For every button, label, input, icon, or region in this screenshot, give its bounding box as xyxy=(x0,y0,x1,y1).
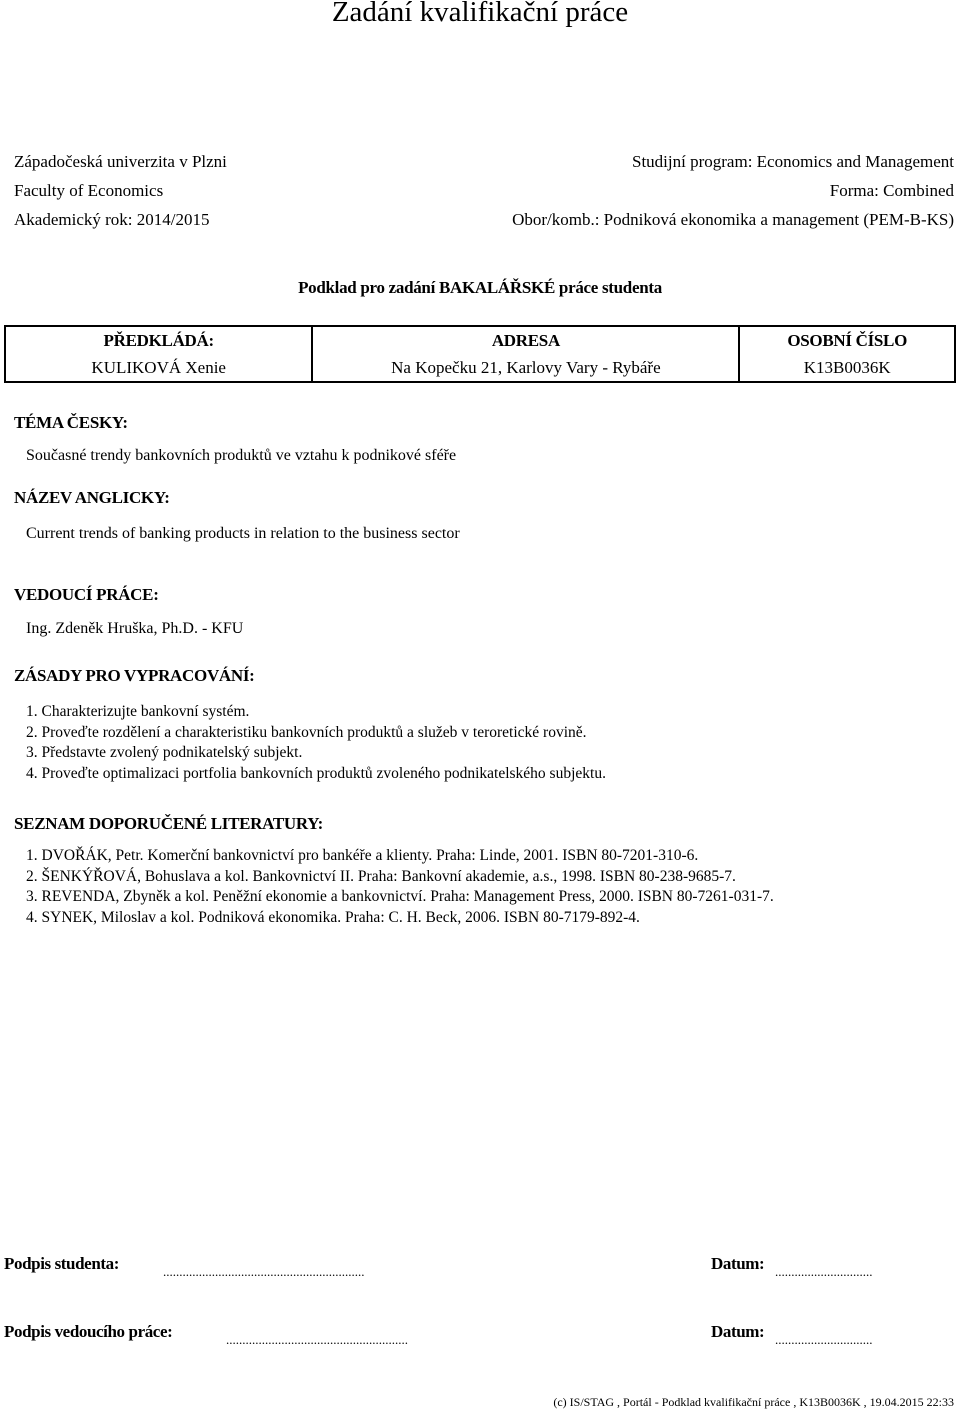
study-form: Forma: Combined xyxy=(829,181,954,200)
university-name: Západočeská univerzita v Plzni xyxy=(14,152,227,171)
info-table-header-row xyxy=(5,326,955,354)
student-signature-line: .............................................................. xyxy=(163,1264,365,1279)
literature-label: SEZNAM DOPORUČENÉ LITERATURY: xyxy=(14,814,324,833)
supervisor-value: Ing. Zdeněk Hruška, Ph.D. - KFU xyxy=(26,620,244,637)
student-date-label: Datum: xyxy=(711,1254,765,1273)
supervisor-signature-line: ........................................................ xyxy=(226,1332,408,1347)
list-item: 1. Charakterizujte bankovní systém. xyxy=(26,703,250,720)
topic-czech-value: Současné trendy bankovních produktů ve vztahu k podnikové sféře xyxy=(26,447,457,464)
list-item: 3. Představte zvolený podnikatelský subjekt. xyxy=(26,744,303,761)
submitter-value: KULIKOVÁ Xenie xyxy=(5,354,312,382)
guidelines-label: ZÁSADY PRO VYPRACOVÁNÍ: xyxy=(14,666,255,685)
title-english-label: NÁZEV ANGLICKY: xyxy=(14,488,170,507)
supervisor-date-label: Datum: xyxy=(711,1322,765,1341)
page-title: Zadání kvalifikační práce xyxy=(331,0,629,28)
address-header: ADRESA xyxy=(312,326,739,354)
header-right-block xyxy=(512,147,954,234)
study-program: Studijní program: Economics and Management xyxy=(632,152,954,171)
document-subtitle: Podklad pro zadání BAKALÁŘSKÉ práce studenta xyxy=(298,278,662,297)
page-footer: (c) IS/STAG , Portál - Podklad kvalifikační práce , K13B0036K , 19.04.2015 22:33 xyxy=(553,1395,954,1409)
student-date-line: .............................. xyxy=(775,1264,873,1279)
supervisor-signature-label: Podpis vedoucího práce: xyxy=(4,1322,173,1341)
header-left-block xyxy=(14,147,227,234)
student-info-table xyxy=(4,325,956,383)
study-field: Obor/komb.: Podniková ekonomika a management (PEM-B-KS) xyxy=(512,210,954,229)
guidelines-list xyxy=(26,702,606,784)
topic-czech-label: TÉMA ČESKY: xyxy=(14,413,128,432)
list-item: 2. ŠENKÝŘOVÁ, Bohuslava a kol. Bankovnictví II. Praha: Bankovní akademie, a.s., 1998. ISBN 80-238-9685-7. xyxy=(26,867,736,885)
literature-list xyxy=(26,846,774,928)
student-signature-label: Podpis studenta: xyxy=(4,1254,119,1273)
supervisor-label: VEDOUCÍ PRÁCE: xyxy=(14,585,159,604)
list-item: 3. REVENDA, Zbyněk a kol. Peněžní ekonomie a bankovnictví. Praha: Management Press, 2000. ISBN 80-7261-031-7. xyxy=(26,888,774,905)
academic-year: Akademický rok: 2014/2015 xyxy=(14,210,210,229)
list-item: 4. Proveďte optimalizaci portfolia bankovních produktů zvoleného podnikatelského subjektu. xyxy=(26,764,606,782)
address-value: Na Kopečku 21, Karlovy Vary - Rybáře xyxy=(312,354,739,382)
faculty-name: Faculty of Economics xyxy=(14,181,164,200)
list-item: 1. DVOŘÁK, Petr. Komerční bankovnictví pro bankéře a klienty. Praha: Linde, 2001. ISBN 80-7201-310-6. xyxy=(26,847,699,864)
personal-number-value: K13B0036K xyxy=(739,354,955,382)
personal-number-header: OSOBNÍ ČÍSLO xyxy=(739,326,955,354)
title-english-value: Current trends of banking products in relation to the business sector xyxy=(26,525,460,542)
info-table-value-row xyxy=(5,354,955,382)
submitter-header: PŘEDKLÁDÁ: xyxy=(5,326,312,354)
list-item: 4. SYNEK, Miloslav a kol. Podniková ekonomika. Praha: C. H. Beck, 2006. ISBN 80-7179-892-4. xyxy=(26,908,640,926)
list-item: 2. Proveďte rozdělení a charakteristiku bankovních produktů a služeb v teroretické rovině. xyxy=(26,723,587,741)
supervisor-date-line: .............................. xyxy=(775,1332,873,1347)
